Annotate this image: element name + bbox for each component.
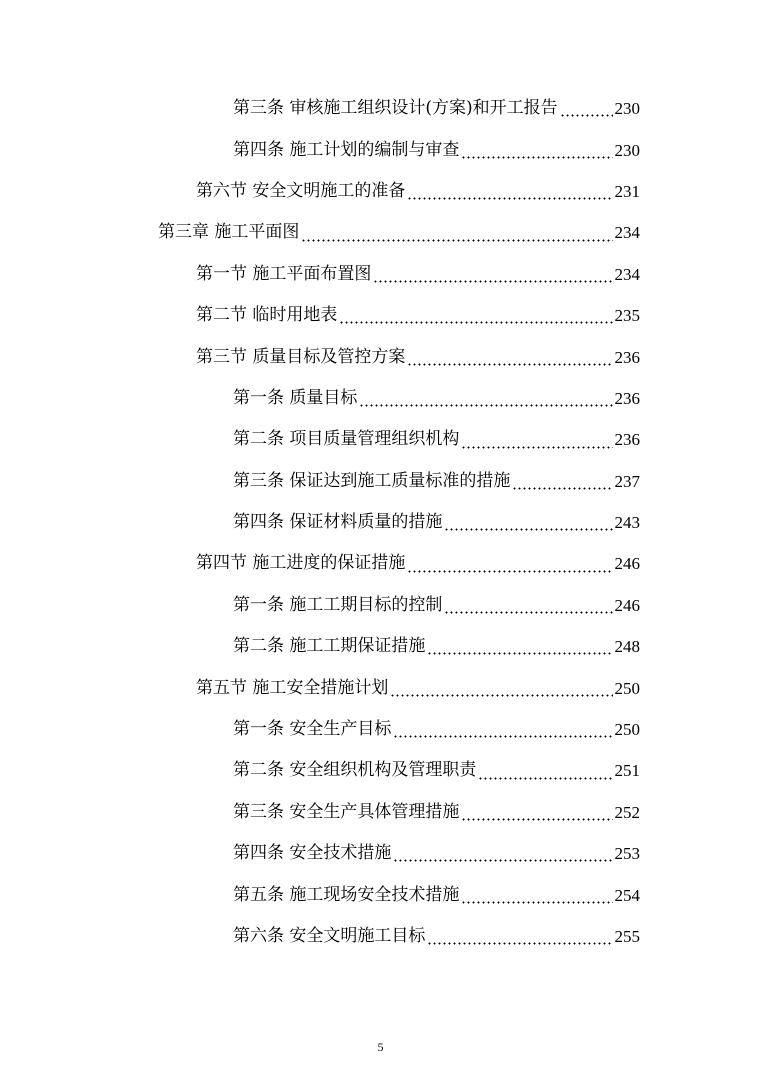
toc-entry-label: 第二条 安全组织机构及管理职责: [233, 760, 477, 781]
toc-entry-page: 237: [614, 471, 640, 491]
toc-entry-label: 第一条 安全生产目标: [233, 719, 392, 740]
toc-dot-leader: [461, 818, 612, 821]
toc-entry[interactable]: [0, 419, 761, 460]
toc-dot-leader: [393, 859, 612, 862]
toc-entry-page: 236: [614, 430, 640, 450]
toc-dot-leader: [427, 652, 612, 655]
toc-entry-page: 250: [614, 678, 640, 698]
toc-entry-page: 230: [614, 140, 640, 160]
toc-dot-leader: [461, 156, 612, 159]
toc-entry-label: 第四条 施工计划的编制与审查: [233, 139, 460, 160]
toc-entry-page: 235: [614, 306, 640, 326]
toc-entry-label: 第二节 临时用地表: [196, 305, 338, 326]
toc-entry-page: 246: [614, 554, 640, 574]
toc-entry[interactable]: [0, 502, 761, 543]
toc-entry[interactable]: [0, 792, 761, 833]
toc-entry-label: 第三节 质量目标及管控方案: [196, 346, 406, 367]
toc-entry-label: 第六节 安全文明施工的准备: [196, 180, 406, 201]
toc-entry-page: 234: [614, 264, 640, 284]
toc-dot-leader: [512, 487, 612, 490]
toc-entry-label: 第四条 保证材料质量的措施: [233, 512, 443, 533]
toc-entry-label: 第一条 施工工期目标的控制: [233, 594, 443, 615]
toc-dot-leader: [407, 363, 612, 366]
toc-entry-label: 第二条 项目质量管理组织机构: [233, 429, 460, 450]
toc-entry-page: 236: [614, 388, 640, 408]
toc-entry-label: 第一节 施工平面布置图: [196, 263, 372, 284]
toc-dot-leader: [301, 239, 612, 242]
toc-dot-leader: [393, 735, 612, 738]
toc-entry-label: 第五条 施工现场安全技术措施: [233, 884, 460, 905]
toc-entry-page: 236: [614, 347, 640, 367]
toc-entry-page: 250: [614, 720, 640, 740]
toc-entry-label: 第二条 施工工期保证措施: [233, 636, 426, 657]
toc-dot-leader: [373, 280, 612, 283]
toc-entry-label: 第三条 安全生产具体管理措施: [233, 801, 460, 822]
toc-entry-label: 第四节 施工进度的保证措施: [196, 553, 406, 574]
toc-dot-leader: [359, 404, 612, 407]
toc-entry[interactable]: [0, 212, 761, 253]
toc-entry[interactable]: [0, 709, 761, 750]
toc-entry[interactable]: [0, 336, 761, 377]
toc-dot-leader: [339, 321, 612, 324]
toc-entry-page: 246: [614, 595, 640, 615]
toc-dot-leader: [407, 197, 612, 200]
toc-dot-leader: [427, 942, 612, 945]
toc-entry-label: 第三条 审核施工组织设计(方案)和开工报告: [233, 98, 558, 119]
toc-entry-page: 251: [614, 761, 640, 781]
toc-entry-label: 第六条 安全文明施工目标: [233, 926, 426, 946]
toc-dot-leader: [478, 777, 612, 780]
toc-entry-label: 第五节 施工安全措施计划: [196, 677, 389, 698]
toc-entry[interactable]: [0, 626, 761, 667]
toc-entry-page: 252: [614, 802, 640, 822]
toc-entry-label: 第四条 安全技术措施: [233, 843, 392, 864]
toc-entry-page: 254: [614, 885, 640, 905]
toc-dot-leader: [461, 446, 612, 449]
toc-entry[interactable]: [0, 254, 761, 295]
toc-entry[interactable]: [0, 543, 761, 584]
toc-dot-leader: [390, 694, 612, 697]
toc-dot-leader: [444, 528, 612, 531]
toc-entry[interactable]: [0, 378, 761, 419]
toc-entry-page: 234: [614, 223, 640, 243]
toc-dot-leader: [407, 570, 612, 573]
toc-entry-label: 第三章 施工平面图: [158, 222, 300, 243]
toc-entry-page: 248: [614, 637, 640, 657]
page-number: 5: [377, 1040, 384, 1054]
toc-entry-page: 230: [614, 99, 640, 119]
toc-entry[interactable]: [0, 750, 761, 791]
toc-entry[interactable]: [0, 129, 761, 170]
toc-dot-leader: [444, 611, 612, 614]
toc-dot-leader: [461, 901, 612, 904]
toc-entry[interactable]: [0, 874, 761, 915]
toc-entry-page: 231: [614, 181, 640, 201]
toc-entry-page: 255: [614, 927, 640, 946]
toc-entry[interactable]: [0, 916, 761, 957]
toc-entry-page: 243: [614, 513, 640, 533]
toc-entry[interactable]: [0, 171, 761, 212]
toc-entry[interactable]: [0, 585, 761, 626]
toc-entry[interactable]: [0, 88, 761, 129]
toc-entry-page: 253: [614, 844, 640, 864]
table-of-contents: [0, 88, 761, 957]
toc-dot-leader: [560, 114, 613, 117]
toc-entry[interactable]: [0, 295, 761, 336]
toc-entry-label: 第一条 质量目标: [233, 387, 358, 408]
toc-entry[interactable]: [0, 461, 761, 502]
toc-entry[interactable]: [0, 833, 761, 874]
toc-entry[interactable]: [0, 667, 761, 708]
toc-entry-label: 第三条 保证达到施工质量标准的措施: [233, 470, 511, 491]
